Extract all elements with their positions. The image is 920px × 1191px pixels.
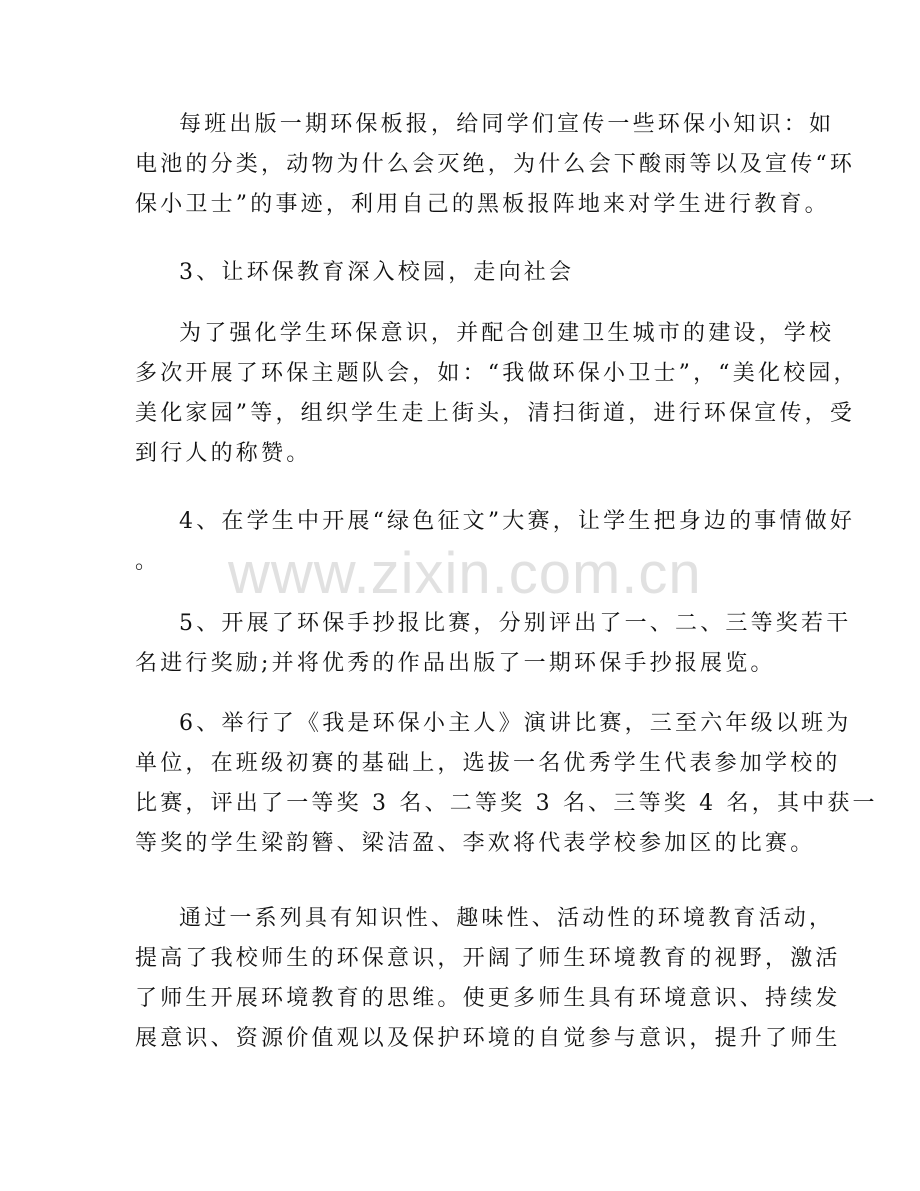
text-line: 美化家园”等，组织学生走上街头，清扫街道，进行环保宣传，受 [135, 401, 856, 426]
text-line: 比赛，评出了一等奖 3 名、二等奖 3 名、三等奖 4 名，其中获一 [135, 791, 878, 816]
text-line: 等奖的学生梁韵簪、梁洁盈、李欢将代表学校参加区的比赛。 [135, 831, 816, 856]
text-line: 3、让环保教育深入校园，走向社会 [179, 260, 575, 285]
paragraph-item-5 [135, 604, 852, 684]
text-line: 提高了我校师生的环保意识，开阔了师生环境教育的视野，激活 [135, 946, 841, 971]
text-line: 名进行奖励;并将优秀的作品出版了一期环保手抄报展览。 [135, 651, 776, 676]
text-line: 到行人的称赞。 [135, 441, 312, 466]
text-line: 通过一系列具有知识性、趣味性、活动性的环境教育活动， [179, 906, 835, 931]
paragraph-blackboard [135, 105, 856, 225]
text-line: 为了强化学生环保意识，并配合创建卫生城市的建设，学校 [179, 321, 835, 346]
text-line: 每班出版一期环保板报，给同学们宣传一些环保小知识：如 [179, 112, 835, 137]
paragraph-heading-3 [135, 253, 775, 293]
text-line: 了师生开展环境教育的思维。使更多师生具有环境意识、持续发 [135, 986, 841, 1011]
text-line: 6、举行了《我是环保小主人》演讲比赛，三至六年级以班为 [179, 711, 852, 736]
text-line: 4、在学生中开展“绿色征文”大赛，让学生把身边的事情做好 [179, 509, 856, 534]
paragraph-awareness [135, 314, 859, 474]
text-line: 电池的分类，动物为什么会灭绝，为什么会下酸雨等以及宣传“环 [135, 152, 856, 177]
text-line: 单位，在班级初赛的基础上，选拔一名优秀学生代表参加学校的 [135, 751, 841, 776]
watermark: www.zixin.com.cn [228, 541, 702, 606]
text-line: 展意识、资源价值观以及保护环境的自觉参与意识，提升了师生 [135, 1026, 841, 1051]
paragraph-item-4 [135, 502, 856, 582]
text-line: 5、开展了环保手抄报比赛，分别评出了一、二、三等奖若干 [179, 611, 852, 636]
paragraph-item-6 [135, 704, 878, 864]
paragraph-summary [135, 899, 841, 1059]
text-line: 多次开展了环保主题队会，如：“我做环保小卫士”，“美化校园， [135, 361, 859, 386]
text-line: 。 [135, 549, 161, 574]
text-line: 保小卫士”的事迹，利用自己的黑板报阵地来对学生进行教育。 [135, 192, 830, 217]
